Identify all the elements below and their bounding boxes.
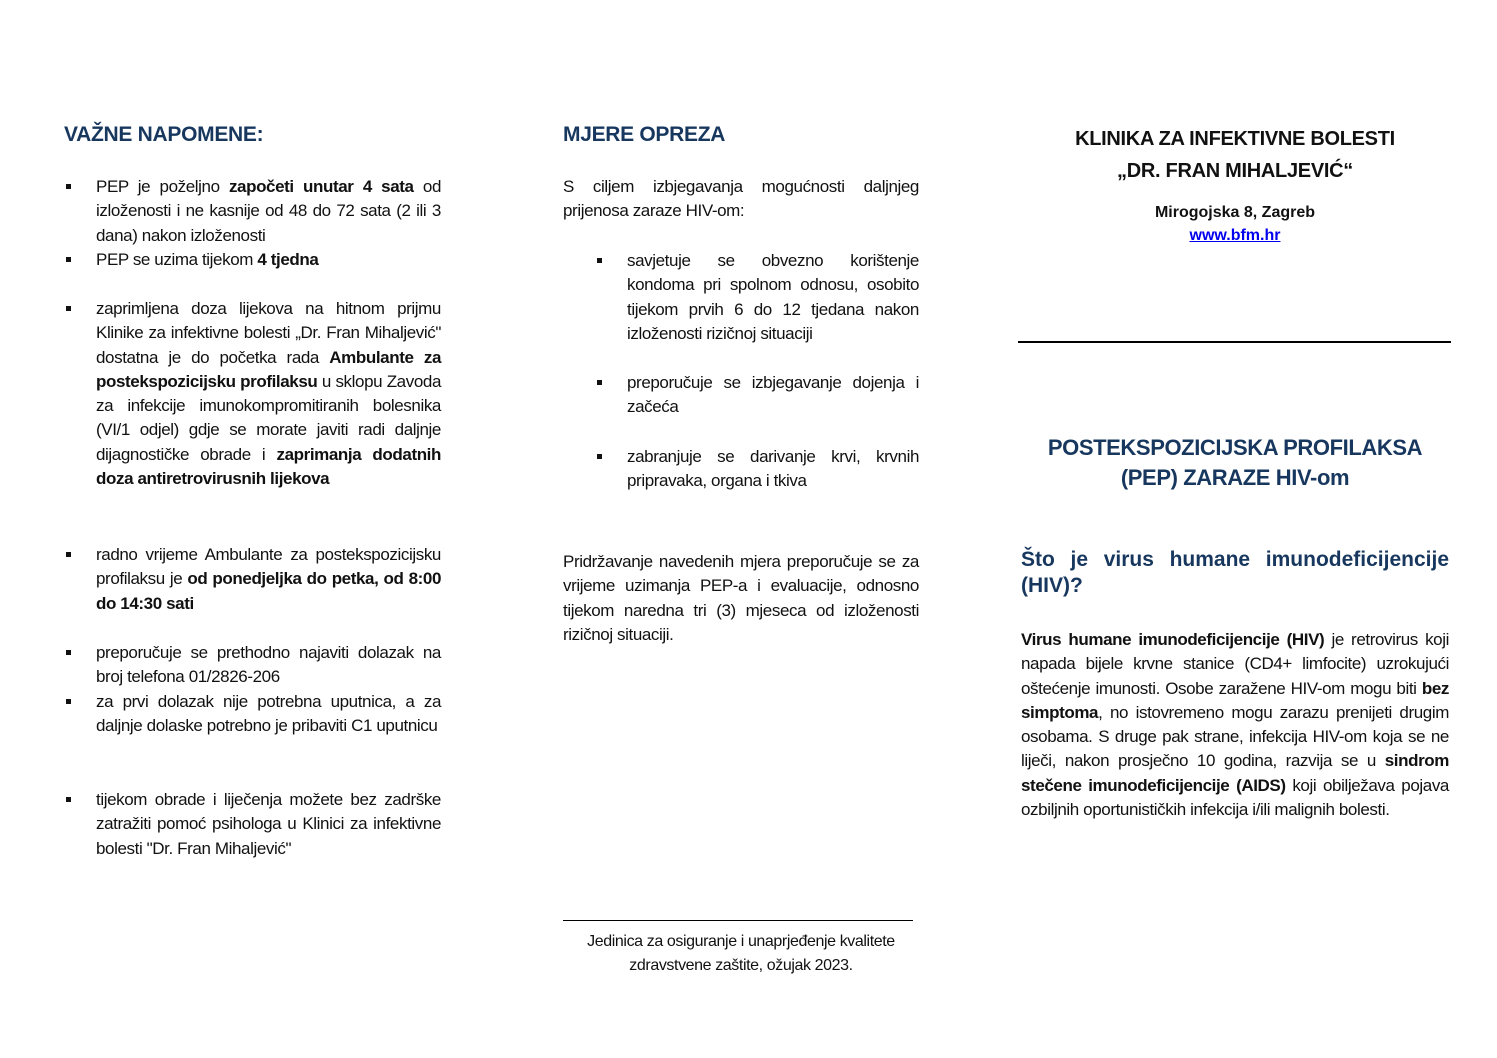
bullet-icon [597,454,602,459]
footer-divider [563,920,913,921]
bullet-icon [66,184,71,189]
text-span: PEP se uzima tijekom [96,250,258,269]
clinic-address: Mirogojska 8, Zagreb [1154,204,1316,221]
list-item-text: preporučuje se izbjegavanje dojenja i začeća [627,373,919,417]
footer-credit-line1: Jedinica za osiguranje i unaprjeđenje kvalitete [587,933,895,950]
list-item-text [96,788,441,861]
list-item-text [96,641,441,690]
clinic-website-link[interactable]: www.bfm.hr [1189,227,1281,244]
bullet-icon [66,650,71,655]
bold-text-span: od ponedjeljka do petka, od 8:00 do 14:30 sati [96,569,441,613]
precautions-intro: S ciljem izbjegavanja mogućnosti daljnjeg prijenosa zaraze HIV-om: [563,177,919,221]
text-span: od izloženosti i ne kasnije od 48 do 72 sata (2 ili 3 dana) nakon izloženosti [96,177,441,245]
clinic-name-line1: KLINIKA ZA INFEKTIVNE BOLESTI [1075,128,1395,150]
footer-credit [563,930,919,979]
brochure-title-line2: (PEP) ZARAZE HIV-om [1120,465,1350,490]
precautions-heading: MJERE OPREZA [563,123,726,146]
bullet-icon [597,380,602,385]
text-span: radno vrijeme Ambulante za postekspozicijsku profilaksu je [96,545,441,589]
text-span: za prvi dolazak nije potrebna uputnica, a za daljnje dolaske potrebno je pribaviti C1 uputnicu [96,692,441,736]
list-item-text [96,297,441,491]
text-span: u sklopu Zavoda za infekcije imunokompromitiranih bolesnika (VI/1 odjel) gdje se morate javiti radi daljnje dijagnostičke obrade i [96,371,441,464]
list-item-text [96,690,441,739]
text-span: , no istovremeno mogu zarazu prenijeti drugim osobama. S druge pak strane, infekcija HIV-om koja se ne liječi, nakon prosječno 10 godina, razvija se u [1021,702,1449,771]
list-item-text: savjetuje se obvezno korištenje kondoma pri spolnom odnosu, osobito tijekom prvih 6 do 12 tjedana nakon izloženosti rizičnoj situaciji [627,251,919,343]
hiv-description [1021,628,1449,822]
right-divider [1018,341,1451,343]
list-item-text [96,248,441,272]
bullet-icon [66,699,71,704]
clinic-contact [1010,201,1460,247]
list-item-text [96,543,441,616]
bullet-icon [66,306,71,311]
list-item-text [96,175,441,248]
hiv-question-heading: Što je virus humane imunodeficijencije (HIV)? [1021,548,1449,597]
brochure-title-line1: POSTEKSPOZICIJSKA PROFILAKSA [1047,435,1423,460]
clinic-name [1010,123,1460,187]
important-notes-heading: VAŽNE NAPOMENE: [64,123,264,146]
footer-credit-line2: zdravstvene zaštite, ožujak 2023. [629,957,853,975]
text-span: je retrovirus koji napada bijele krvne stanice (CD4+ limfocite) uzrokujući oštećenje imunosti. Osobe zaražene HIV-om mogu biti [1021,630,1449,698]
bold-text-span: Virus humane imunodeficijencije (HIV) [1021,630,1325,649]
text-span: PEP je poželjno [96,177,229,196]
bold-text-span: 4 tjedna [257,250,319,269]
text-span: koji obilježava pojava ozbiljnih oportunističkih infekcija i/ili malignih bolesti. [1021,775,1449,820]
text-span: preporučuje se prethodno najaviti dolazak na broj telefona 01/2826-206 [96,643,441,687]
bullet-icon [597,258,602,263]
bold-text-span: Ambulante za postekspozicijsku profilaksu [96,347,442,391]
bold-text-span: zaprimanja dodatnih doza antiretrovirusnih lijekova [96,444,441,489]
bold-text-span: bez simptoma [1021,678,1449,722]
text-span: tijekom obrade i liječenja možete bez zadrške zatražiti pomoć psihologa u Klinici za infektivne bolesti "Dr. Fran Mihaljević" [96,790,441,858]
clinic-name-line2: „DR. FRAN MIHALJEVIĆ“ [1117,160,1353,182]
precautions-closing: Pridržavanje navedenih mjera preporučuje se za vrijeme uzimanja PEP-a i evaluacije, odnosno tijekom naredna tri (3) mjeseca od izloženosti rizičnoj situaciji. [563,552,919,644]
brochure-title [1010,433,1460,493]
bullet-icon [66,257,71,262]
bold-text-span: započeti unutar 4 sata [228,177,414,196]
bullet-icon [66,797,71,802]
text-span: zaprimljena doza lijekova na hitnom prijmu Klinike za infektivne bolesti „Dr. Fran Mihaljević" dostatna je do početka rada [96,299,441,367]
bold-text-span: sindrom stečene imunodeficijencije (AIDS) [1021,751,1449,795]
list-item-text: zabranjuje se darivanje krvi, krvnih pripravaka, organa i tkiva [627,447,919,491]
bullet-icon [66,552,71,557]
